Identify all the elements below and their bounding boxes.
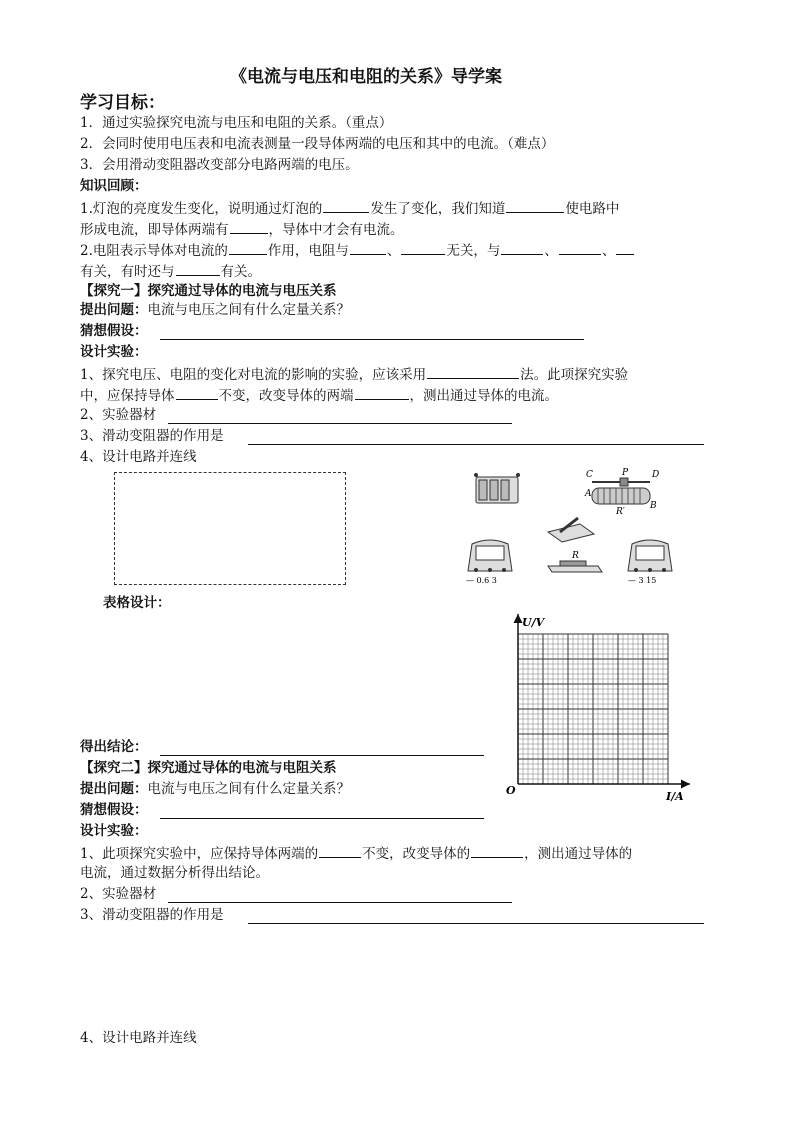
rheostat-label-d: D: [652, 470, 660, 480]
y-axis-label: U/V: [522, 616, 545, 629]
voltmeter-terminals: — 3 15: [628, 576, 657, 585]
inquiry1-heading: 【探究一】探究通过导体的电流与电压关系: [80, 283, 337, 299]
x-axis-label: I/A: [666, 790, 684, 803]
inquiry2-d1-line1: 1、此项探究实验中，应保持导体两端的 不变，改变导体的 ，测出通过导体的: [80, 843, 632, 863]
review-heading: 知识回顾：: [80, 178, 148, 194]
inquiry1-d4: 4、设计电路并连线: [80, 449, 197, 465]
ammeter-icon: [468, 540, 512, 572]
inquiry2-design-label: 设计实验：: [80, 823, 148, 839]
inquiry2-d2: 2、实验器材: [80, 886, 157, 902]
inquiry1-conclusion-line[interactable]: [160, 755, 484, 756]
blank[interactable]: [176, 385, 218, 400]
inquiry2-ask: 提出问题：电流与电压之间有什么定量关系？: [80, 781, 350, 797]
review-q1-line1: 1.灯泡的亮度发生变化，说明通过灯泡的 发生了变化，我们知道 使电路中: [80, 198, 619, 218]
goal-item-3: 3．会用滑动变阻器改变部分电路两端的电压。: [80, 157, 359, 173]
goal-item-1: 1．通过实验探究电流与电压和电阻的关系。（重点）: [80, 115, 393, 131]
blank[interactable]: [616, 240, 634, 255]
inquiry1-ask: 提出问题：电流与电压之间有什么定量关系？: [80, 302, 350, 318]
inquiry2-guess-label: 猜想假设：: [80, 802, 148, 818]
inquiry1-table-label: 表格设计：: [103, 595, 171, 611]
inquiry1-d1-line2: 中，应保持导体 不变，改变导体的两端 ，测出通过导体的电流。: [80, 385, 558, 405]
resistor-icon: [548, 561, 602, 572]
rheostat-icon: [592, 478, 650, 504]
rheostat-label-a: A: [585, 489, 592, 499]
equipment-illustration: [462, 466, 692, 588]
inquiry1-d1-line1: 1、探究电压、电阻的变化对电流的影响的实验，应该采用 法。此项探究实验: [80, 364, 628, 384]
inquiry1-d2-line[interactable]: [168, 423, 512, 424]
blank[interactable]: [401, 240, 445, 255]
inquiry2-guess-line[interactable]: [160, 818, 484, 819]
rheostat-label-b: B: [650, 501, 657, 511]
review-q2-line1: 2.电阻表示导体对电流的 作用，电阻与 、 无关，与 、 、: [80, 240, 635, 260]
voltmeter-icon: [628, 540, 672, 572]
inquiry1-conclusion-label: 得出结论：: [80, 739, 148, 755]
blank[interactable]: [355, 385, 409, 400]
blank[interactable]: [559, 240, 601, 255]
blank[interactable]: [319, 843, 361, 858]
inquiry1-d3-line[interactable]: [248, 444, 704, 445]
blank[interactable]: [176, 261, 220, 276]
inquiry2-d3: 3、滑动变阻器的作用是: [80, 907, 224, 923]
inquiry1-d2: 2、实验器材: [80, 407, 157, 423]
inquiry1-guess-label: 猜想假设：: [80, 323, 148, 339]
rheostat-label-c: C: [586, 470, 593, 480]
blank[interactable]: [229, 240, 267, 255]
graph-grid: [518, 634, 668, 784]
review-q2-line2: 有关，有时还与 有关。: [80, 261, 261, 281]
blank[interactable]: [427, 364, 519, 379]
inquiry2-d3-line[interactable]: [248, 923, 704, 924]
inquiry1-d3: 3、滑动变阻器的作用是: [80, 428, 224, 444]
blank[interactable]: [501, 240, 543, 255]
rheostat-label-r: R′: [616, 507, 625, 517]
review-q1-line2: 形成电流，即导体两端有 ，导体中才会有电流。: [80, 219, 404, 239]
battery-icon: [474, 473, 520, 503]
blank[interactable]: [323, 198, 369, 213]
inquiry2-heading: 【探究二】探究通过导体的电流与电阻关系: [80, 760, 337, 776]
blank[interactable]: [230, 219, 268, 234]
inquiry1-guess-line[interactable]: [160, 339, 584, 340]
page-title: 《电流与电压和电阻的关系》导学案: [230, 67, 502, 87]
inquiry2-d1-line2: 电流，通过数据分析得出结论。: [80, 865, 269, 881]
inquiry1-design-label: 设计实验：: [80, 344, 148, 360]
goals-heading: 学习目标：: [80, 93, 165, 113]
graph-origin: O: [506, 784, 516, 797]
blank[interactable]: [471, 843, 523, 858]
inquiry2-d4: 4、设计电路并连线: [80, 1030, 197, 1046]
goal-item-2: 2．会同时使用电压表和电流表测量一段导体两端的电压和其中的电流。（难点）: [80, 136, 555, 152]
blank[interactable]: [350, 240, 386, 255]
blank[interactable]: [506, 198, 564, 213]
inquiry2-d2-line[interactable]: [168, 902, 512, 903]
switch-icon: [548, 518, 594, 542]
u-i-graph: [498, 606, 698, 806]
circuit-drawing-box[interactable]: [114, 472, 346, 585]
resistor-label: R: [572, 551, 579, 561]
ammeter-terminals: — 0.6 3: [466, 576, 497, 585]
rheostat-label-p: P: [622, 468, 629, 478]
